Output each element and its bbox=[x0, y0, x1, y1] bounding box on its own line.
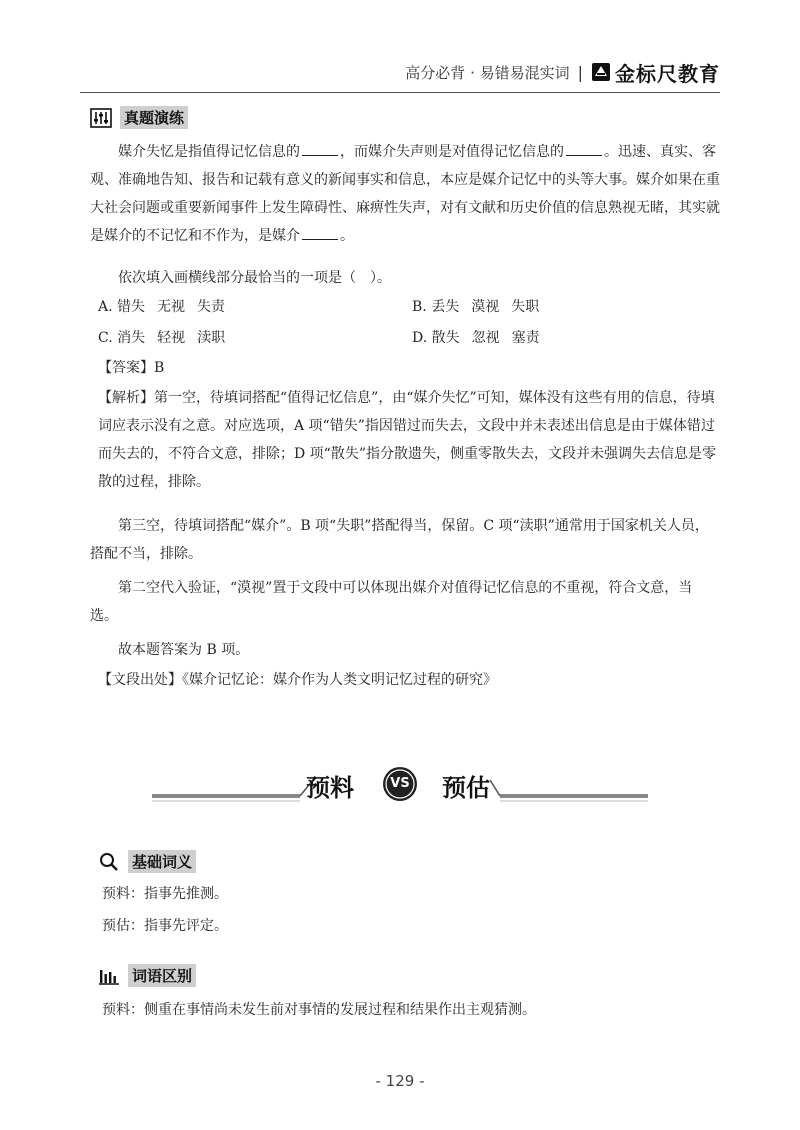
passage-part-4: 。 bbox=[340, 228, 354, 244]
analysis-paragraph-1: 【解析】第一空，待填词搭配“值得记忆信息”，由“媒介失忆”可知，媒体没有这些有用的信息，待填词应表示没有之意。对应选项，A 项“错失”指因错过而失去，文段中并未表述出信息是由于媒体错过而失去的，不符合文意，排除；D 项“散失”指分散遗失，侧重零散失去，文段并未强调失去信息是零散的过程，排除。 bbox=[98, 390, 716, 490]
option-c bbox=[98, 327, 237, 347]
option-c-word-1: C. 消失 bbox=[98, 330, 146, 346]
answer-line: 【答案】B bbox=[98, 360, 165, 376]
header-subtitle: 高分必背 · 易错易混实词 bbox=[405, 63, 570, 82]
source-line: 【文段出处】《媒介记忆论：媒介作为人类文明记忆过程的研究》 bbox=[98, 672, 497, 688]
option-b-word-1: B. 丢失 bbox=[412, 299, 460, 315]
page-number: - 129 - bbox=[375, 1072, 425, 1090]
definition-line-2: 预估：指事先评定。 bbox=[102, 918, 228, 934]
definition-line-1: 预料：指事先推测。 bbox=[102, 886, 228, 902]
passage-part-2: ，而媒介失声则是对值得记忆信息的 bbox=[340, 144, 564, 160]
header-divider bbox=[80, 92, 720, 93]
option-c-word-2: 轻视 bbox=[157, 330, 186, 346]
analysis-paragraph-3: 第二空代入验证，“漠视”置于文段中可以体现出媒介对值得记忆信息的不重视，符合文意，当选。 bbox=[90, 580, 693, 624]
option-a-word-2: 无视 bbox=[157, 299, 186, 315]
brand-name: 金标尺教育 bbox=[615, 61, 720, 86]
option-d bbox=[412, 327, 552, 347]
option-b bbox=[412, 296, 551, 316]
vs-left-word: 预料 bbox=[306, 773, 354, 802]
difference-line-1: 预料：侧重在事情尚未发生前对事情的发展过程和结果作出主观猜测。 bbox=[102, 1002, 536, 1018]
section-heading: 真题演练 bbox=[120, 106, 188, 129]
brand-logo bbox=[591, 58, 720, 87]
fill-blank-3 bbox=[302, 225, 338, 240]
passage-part-1: 媒介失忆是指值得记忆信息的 bbox=[118, 144, 300, 160]
page-header bbox=[405, 56, 720, 88]
bar-chart-icon bbox=[98, 966, 120, 986]
diff-section-title bbox=[98, 964, 196, 987]
option-d-word-3: 塞责 bbox=[511, 330, 540, 346]
option-a bbox=[98, 296, 237, 316]
header-separator: | bbox=[577, 62, 583, 82]
exercise-section-title bbox=[90, 106, 188, 129]
question-text: 依次填入画横线部分最恰当的一项是（ ）。 bbox=[118, 270, 391, 286]
option-c-word-3: 渎职 bbox=[197, 330, 226, 346]
basic-section-title bbox=[98, 850, 196, 873]
option-a-word-3: 失责 bbox=[197, 299, 226, 315]
brand-icon bbox=[591, 62, 611, 82]
passage-part-3: 。迅速、真实、客观、准确地告知、报告和记载有意义的新闻事实和信息，本应是媒介记忆中的头等大事。媒介如果在重大社会问题或重要新闻事件上发生障碍性、麻痹性失声，对有文献和历史价值的信息熟视无睹，其实就是媒介的不记忆和不作为，是媒介 bbox=[90, 144, 720, 244]
search-icon bbox=[98, 852, 120, 872]
option-b-word-2: 漠视 bbox=[471, 299, 500, 315]
section-heading: 基础词义 bbox=[128, 850, 196, 873]
vs-badge: VS bbox=[390, 776, 410, 791]
analysis-paragraph-2: 第三空，待填词搭配“媒介”。B 项“失职”搭配得当，保留。C 项“渎职”通常用于国家机关人员，搭配不当，排除。 bbox=[90, 518, 709, 562]
exercise-passage bbox=[90, 138, 720, 250]
vs-banner bbox=[150, 760, 650, 810]
option-d-word-1: D. 散失 bbox=[412, 330, 460, 346]
option-b-word-3: 失职 bbox=[511, 299, 540, 315]
fill-blank-1 bbox=[302, 141, 338, 156]
section-heading: 词语区别 bbox=[128, 964, 196, 987]
option-d-word-2: 忽视 bbox=[471, 330, 500, 346]
option-a-word-1: A. 错失 bbox=[98, 299, 146, 315]
fill-blank-2 bbox=[566, 141, 602, 156]
vs-right-word: 预估 bbox=[442, 773, 490, 802]
sliders-icon bbox=[90, 108, 112, 128]
conclusion-line: 故本题答案为 B 项。 bbox=[118, 642, 250, 658]
